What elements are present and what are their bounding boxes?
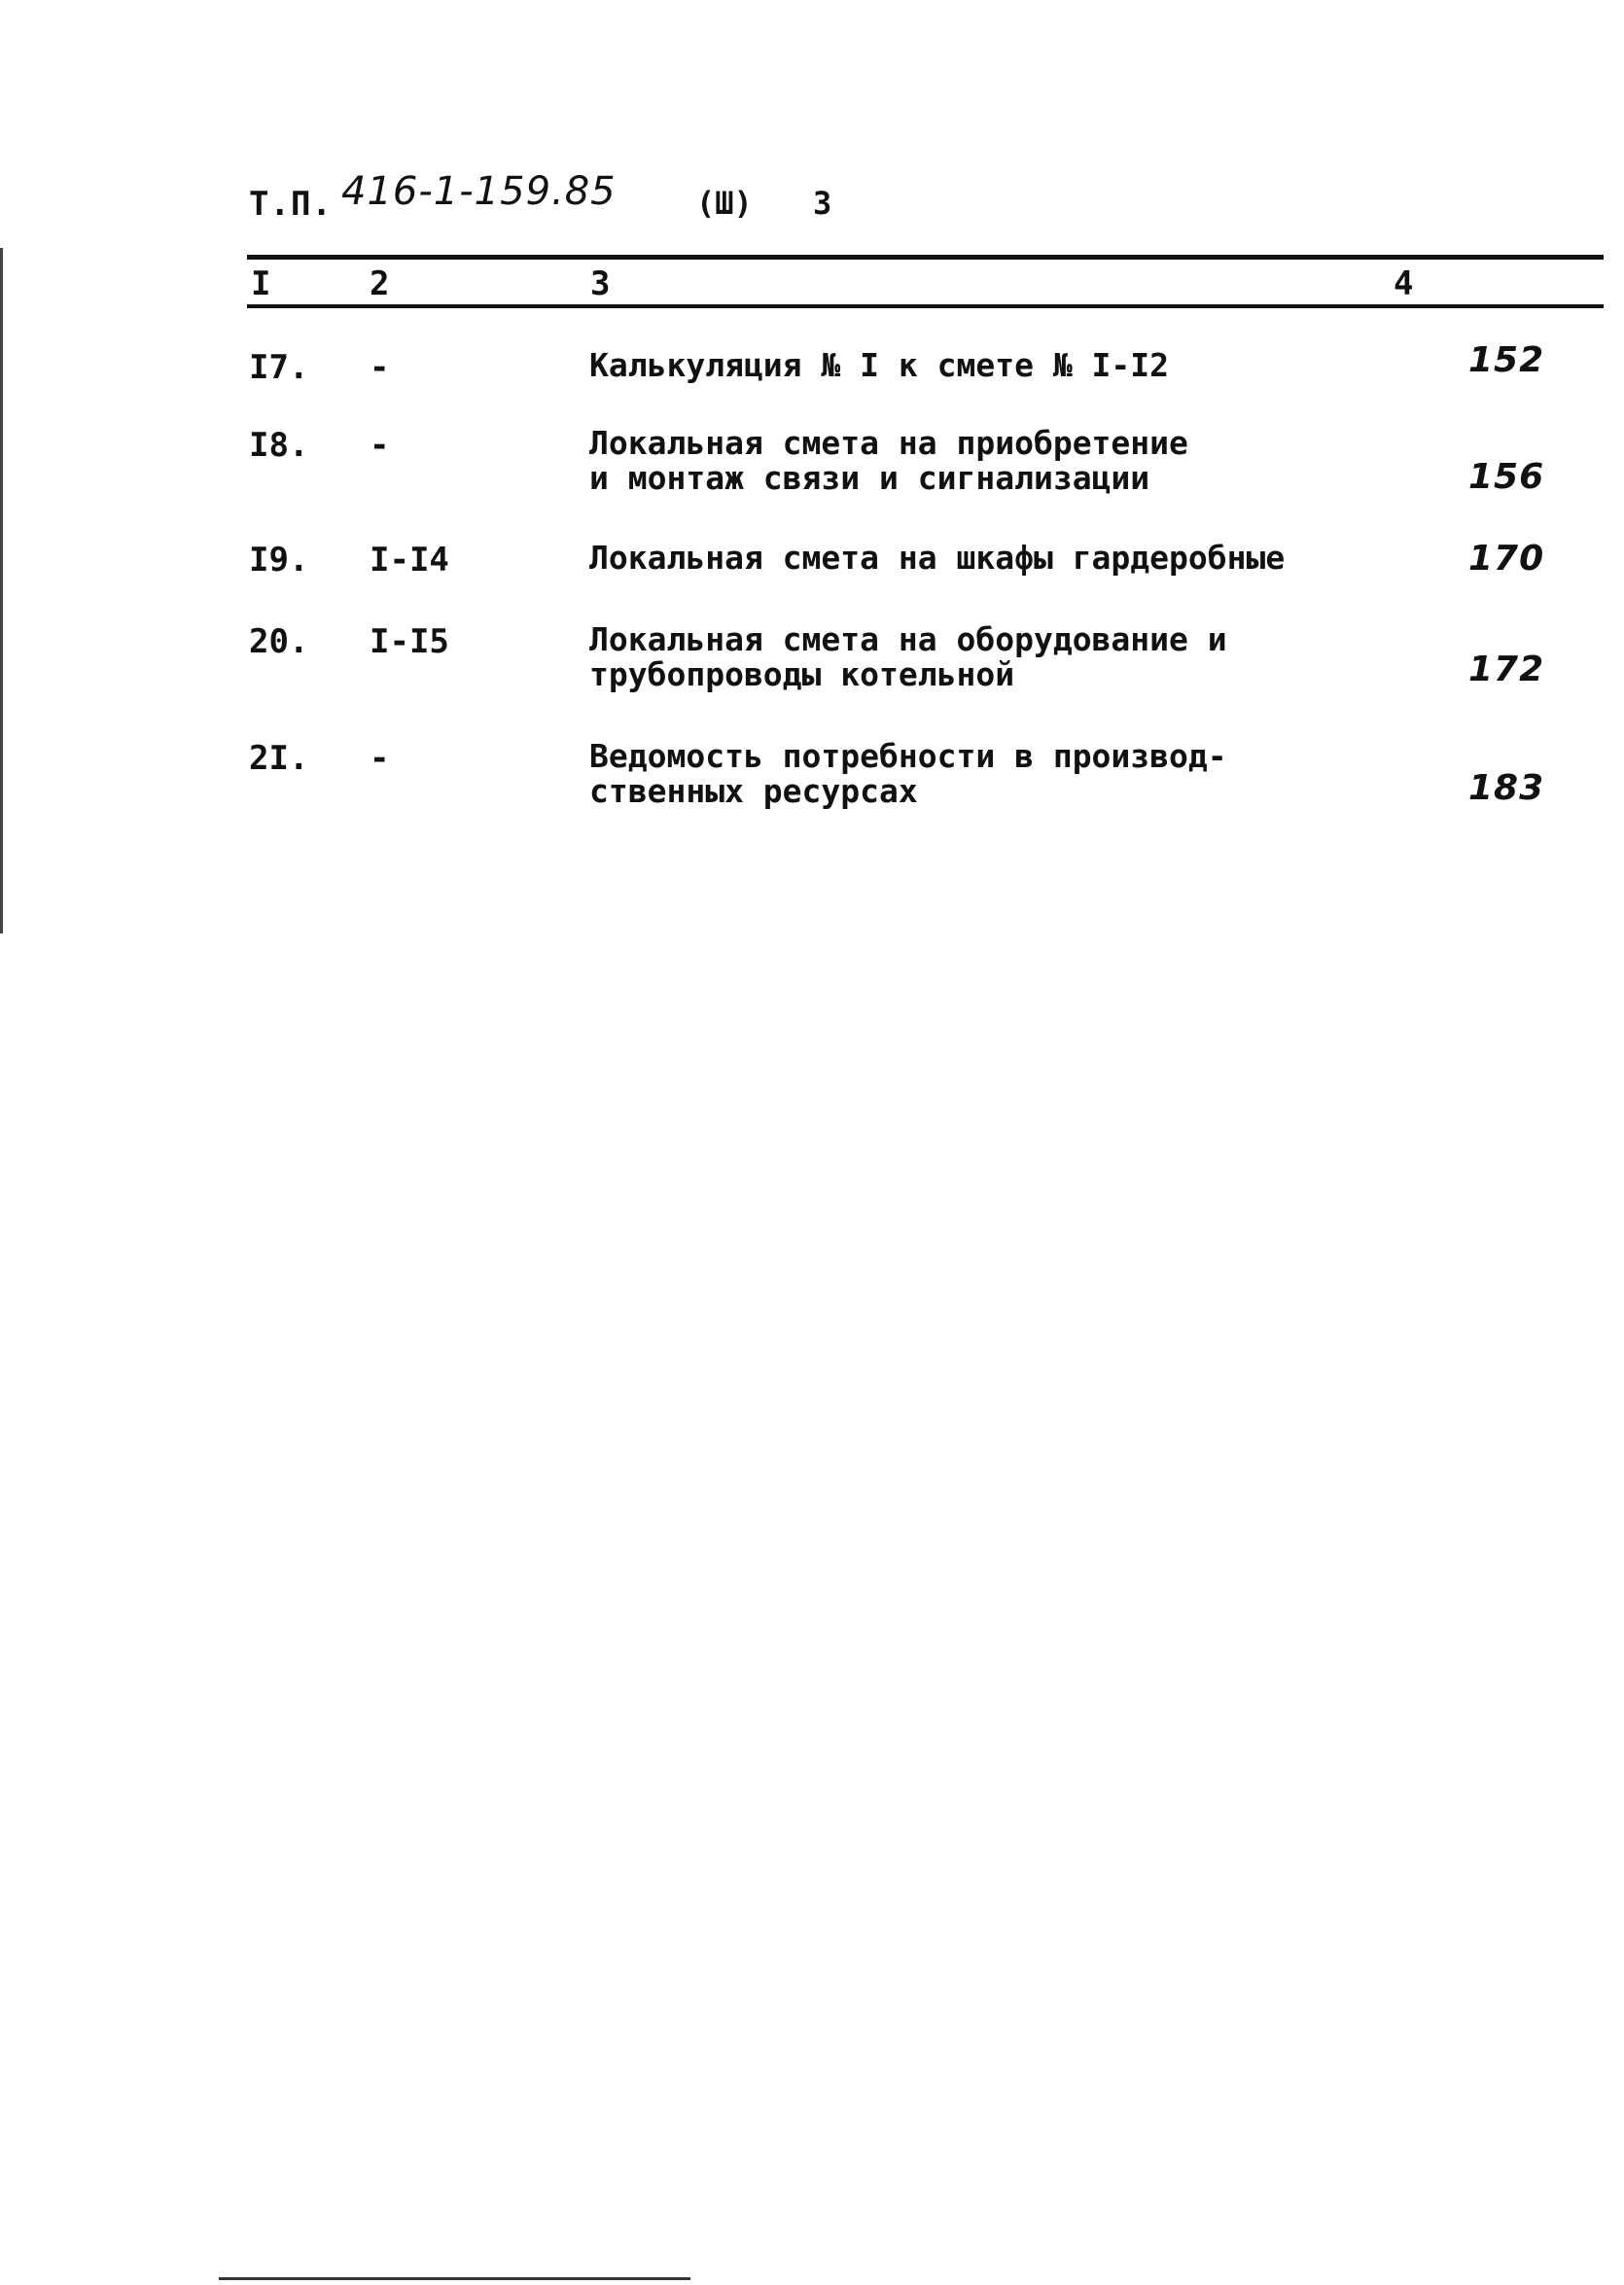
row-reference: I-I5 [370,622,449,661]
row-title-line: Ведомость потребности в производ- [589,737,1227,775]
row-page: 152 [1468,340,1545,380]
column-header-4: 4 [1394,264,1414,303]
row-title-line: и монтаж связи и сигнализации [589,459,1150,497]
row-number: I7. [249,348,309,387]
row-page: 183 [1468,768,1545,808]
row-title-line: Локальная смета на шкафы гардеробные [589,539,1286,577]
column-header-2: 2 [370,264,390,303]
row-page: 156 [1468,457,1545,497]
row-title [589,739,1387,809]
row-title [589,541,1387,576]
column-header-3: 3 [590,264,611,303]
row-title [589,426,1387,496]
scan-edge-mark [0,248,3,933]
scan-bottom-mark [219,2277,690,2280]
row-reference: - [370,426,390,465]
row-number: I8. [249,426,309,465]
document-header [249,163,1124,231]
row-page: 170 [1468,539,1545,579]
row-title-line: трубопроводы котельной [589,655,1015,693]
row-reference: - [370,739,390,778]
table-column-headers [0,264,1624,303]
row-number: I9. [249,541,309,580]
row-reference: I-I4 [370,541,449,580]
row-title-line: Локальная смета на приобретение [589,424,1188,462]
table-top-rule [247,255,1604,260]
project-prefix: Т.П. [249,185,333,224]
row-page: 172 [1468,650,1545,689]
row-title [589,622,1387,692]
volume-part: (Ш) [696,185,753,222]
row-title [589,348,1387,383]
page-number: 3 [813,185,832,222]
table-header-rule [247,304,1604,308]
column-header-1: I [251,264,271,303]
project-number: 416-1-159.85 [341,169,617,214]
row-number: 20. [249,622,309,661]
row-title-line: ственных ресурсах [589,772,918,810]
row-number: 2I. [249,739,309,778]
row-title-line: Калькуляция № I к смете № I-I2 [589,346,1170,384]
row-reference: - [370,348,390,387]
row-title-line: Локальная смета на оборудование и [589,620,1227,658]
